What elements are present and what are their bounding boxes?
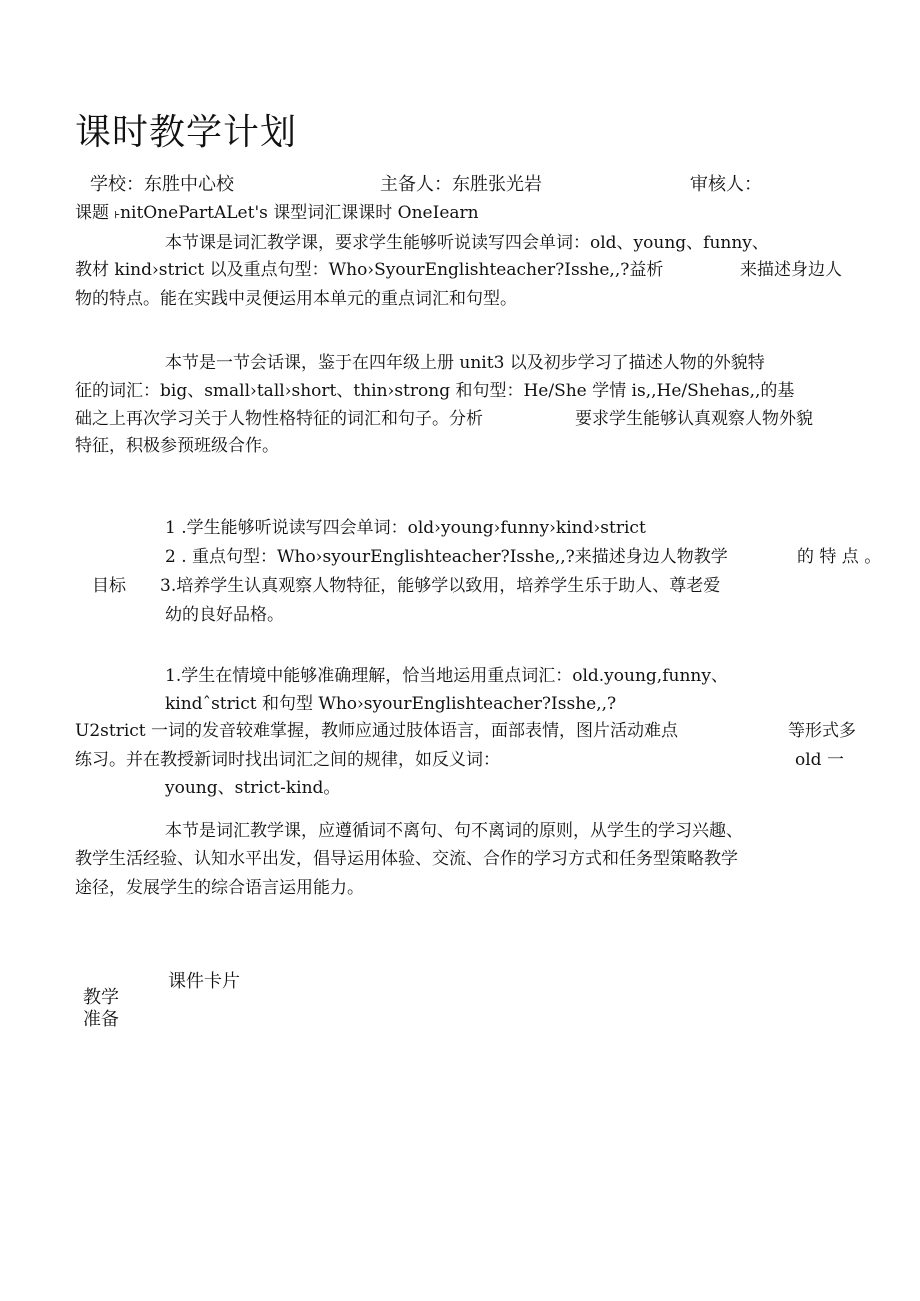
difficulty-line: 1.学生在情境中能够准确理解，恰当地运用重点词汇：old.young,funny、 <box>165 666 728 686</box>
reviewer-field: 审核人： <box>690 174 762 195</box>
textbook-analysis-line: 教材 kind›strict 以及重点句型：Who›SyourEnglishteacher?Isshe,,?益析 <box>75 260 664 280</box>
learner-analysis-line: 特征，积极参预班级合作。 <box>75 436 279 456</box>
preparation-label-line2: 准备 <box>83 1009 119 1030</box>
lesson-topic-line: 课题 ˫nitOnePartALet's 课型词汇课课时 OneIearn <box>75 203 479 223</box>
objective-item: 3.培养学生认真观察人物特征，能够学以致用，培养学生乐于助人、尊老爱 <box>160 576 721 596</box>
difficulty-line: old 一 <box>795 750 844 770</box>
page-title: 课时教学计划 <box>75 112 298 153</box>
textbook-analysis-line: 本节课是词汇教学课，要求学生能够听说读写四会单词：old、young、funny、 <box>165 233 769 253</box>
learner-analysis-line: 础之上再次学习关于人物性格特征的词汇和句子。分析 <box>75 409 483 429</box>
preparer-field: 主备人：东胜张光岩 <box>380 174 542 195</box>
learner-analysis-line: 要求学生能够认真观察人物外貌 <box>575 409 813 429</box>
school-field: 学校：东胜中心校 <box>90 174 234 195</box>
difficulty-line: kindˆstrict 和句型 Who›syourEnglishteacher?Isshe,,? <box>165 694 617 714</box>
difficulty-line: 等形式多 <box>788 721 856 741</box>
objective-item: 1 .学生能够听说读写四会单词：old›young›funny›kind›strict <box>165 518 646 538</box>
textbook-analysis-line: 来描述身边人 <box>740 260 842 280</box>
objectives-label: 目标 <box>92 576 126 596</box>
difficulty-line: U2strict 一词的发音较难掌握，教师应通过肢体语言，面部表情，图片活动难点 <box>75 721 679 741</box>
preparation-label-line1: 教学 <box>83 987 119 1008</box>
objective-item: 2 . 重点句型：Who›syourEnglishteacher?Isshe,,?来描述身边人物教学 <box>165 547 728 567</box>
textbook-analysis-line: 物的特点。能在实践中灵便运用本单元的重点词汇和句型。 <box>75 289 517 309</box>
objective-item: 的 特 点 。 <box>797 547 882 567</box>
method-line: 教学生活经验、认知水平出发，倡导运用体验、交流、合作的学习方式和任务型策略教学 <box>75 849 738 869</box>
learner-analysis-line: 本节是一节会话课，鉴于在四年级上册 unit3 以及初步学习了描述人物的外貌特 <box>165 353 765 373</box>
method-line: 本节是词汇教学课，应遵循词不离句、句不离词的原则，从学生的学习兴趣、 <box>165 821 743 841</box>
learner-analysis-line: 征的词汇：big、small›tall›short、thin›strong 和句型：He/She 学情 is,,He/Shehas,,的基 <box>75 381 795 401</box>
objective-item: 幼的良好品格。 <box>165 605 284 625</box>
method-line: 途径，发展学生的综合语言运用能力。 <box>75 878 364 898</box>
difficulty-line: young、strict-kind。 <box>165 778 341 798</box>
preparation-content: 课件卡片 <box>168 971 240 992</box>
difficulty-line: 练习。并在教授新词时找出词汇之间的规律，如反义词： <box>75 750 500 770</box>
